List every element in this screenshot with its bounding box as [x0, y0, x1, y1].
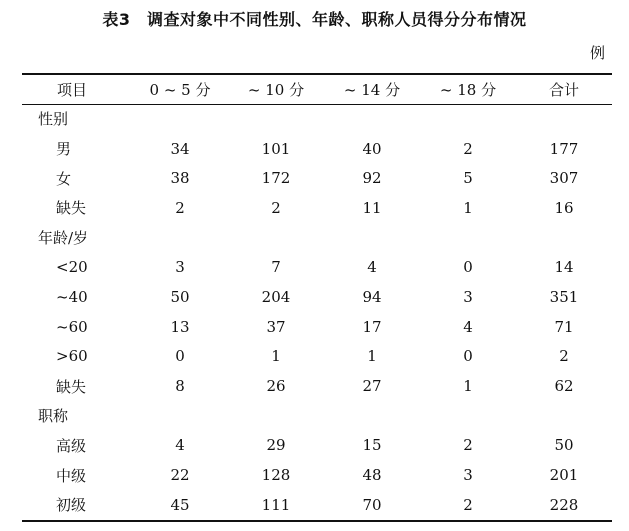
table-cell: [132, 401, 228, 431]
table-cell: 2: [271, 198, 281, 217]
table-cell: 0: [463, 347, 473, 366]
table-row: [22, 282, 612, 312]
table-cell: 29: [266, 436, 286, 455]
row-label: 缺失: [56, 199, 87, 218]
row-label: 中级: [56, 466, 87, 485]
table-row: [22, 490, 612, 520]
row-label: 女: [56, 169, 72, 188]
group-row: [22, 223, 612, 253]
table-cell: [516, 401, 612, 431]
table-cell: 172: [261, 169, 291, 188]
table-cell: 201: [549, 466, 579, 485]
table-cell: 50: [170, 287, 190, 306]
table-row: [22, 163, 612, 193]
table-cell: [228, 401, 324, 431]
row-label: 男: [56, 140, 72, 159]
table-cell: 2: [175, 198, 185, 217]
row-label: ~40: [56, 287, 88, 306]
table-cell: 351: [549, 287, 579, 306]
table-cell: 0: [463, 258, 473, 277]
table-cell: 1: [367, 347, 377, 366]
table-cell: 62: [554, 377, 574, 396]
table-cell: 38: [170, 169, 190, 188]
group-row: [22, 401, 612, 431]
table-cell: 228: [549, 495, 579, 514]
row-label: 高级: [56, 436, 87, 455]
row-label: >60: [56, 347, 88, 366]
column-header: 合计: [548, 81, 579, 99]
table-cell: 48: [362, 466, 382, 485]
table-cell: 3: [175, 258, 185, 277]
table-cell: 204: [261, 287, 291, 306]
group-label: 年龄/岁: [38, 229, 89, 248]
table-row: [22, 312, 612, 342]
table-cell: 2: [559, 347, 569, 366]
table-cell: 40: [362, 139, 382, 158]
table-row: [22, 371, 612, 401]
table-cell: 4: [175, 436, 185, 455]
column-header: 项目: [56, 81, 87, 99]
table-cell: 101: [261, 139, 291, 158]
table-cell: 13: [170, 317, 190, 336]
table-cell: 0: [175, 347, 185, 366]
table-cell: 1: [271, 347, 281, 366]
table-cell: [324, 104, 420, 134]
table-row: [22, 342, 612, 372]
table-cell: 14: [554, 258, 574, 277]
table-body: [22, 104, 612, 520]
table-cell: 50: [554, 436, 574, 455]
table-row: [22, 134, 612, 164]
table-cell: 2: [463, 495, 473, 514]
table-cell: [516, 223, 612, 253]
group-row: [22, 104, 612, 134]
table-row: [22, 193, 612, 223]
table-cell: 111: [261, 495, 291, 514]
table-cell: 37: [266, 317, 286, 336]
table-cell: [132, 104, 228, 134]
table-cell: 2: [463, 139, 473, 158]
group-label: 职称: [38, 407, 69, 426]
table-cell: 16: [554, 198, 574, 217]
table-cell: 22: [170, 466, 190, 485]
table-cell: 45: [170, 495, 190, 514]
table-row: [22, 252, 612, 282]
table-cell: 2: [463, 436, 473, 455]
table-row: [22, 460, 612, 490]
column-header: ~ 10 分: [247, 81, 305, 99]
row-label: 缺失: [56, 377, 87, 396]
table-cell: 26: [266, 377, 286, 396]
table-cell: [228, 223, 324, 253]
table-cell: 70: [362, 495, 382, 514]
table-cell: 1: [463, 198, 473, 217]
table-cell: 34: [170, 139, 190, 158]
table-cell: 4: [463, 317, 473, 336]
table-cell: 1: [463, 377, 473, 396]
table-cell: 177: [549, 139, 579, 158]
table-cell: 71: [554, 317, 574, 336]
group-label: 性别: [38, 110, 69, 129]
row-label: ~60: [56, 317, 88, 336]
column-header: ~ 18 分: [439, 81, 497, 99]
bottom-rule: [22, 520, 612, 522]
unit-label: 例: [589, 44, 605, 62]
table-cell: 4: [367, 258, 377, 277]
score-distribution-table: [22, 75, 612, 520]
table-cell: 27: [362, 377, 382, 396]
column-header: ~ 14 分: [343, 81, 401, 99]
table-cell: 92: [362, 169, 382, 188]
table-cell: 94: [362, 287, 382, 306]
column-header: 0 ~ 5 分: [149, 81, 211, 99]
table-cell: [324, 223, 420, 253]
table-cell: 3: [463, 287, 473, 306]
row-label: 初级: [56, 496, 87, 515]
table-cell: 5: [463, 169, 473, 188]
table-title: 表3 调查对象中不同性别、年龄、职称人员得分分布情况: [102, 10, 527, 29]
table-cell: 8: [175, 377, 185, 396]
table-cell: [132, 223, 228, 253]
table-row: [22, 431, 612, 461]
table-cell: 15: [362, 436, 382, 455]
table-cell: 7: [271, 258, 281, 277]
table-cell: [516, 104, 612, 134]
header-row: [22, 75, 612, 104]
table-cell: [324, 401, 420, 431]
table-cell: 3: [463, 466, 473, 485]
table-cell: [420, 104, 516, 134]
table-cell: [420, 223, 516, 253]
table-cell: 17: [362, 317, 382, 336]
table-cell: [420, 401, 516, 431]
table-cell: 307: [549, 169, 579, 188]
table-cell: 128: [261, 466, 291, 485]
row-label: <20: [56, 258, 88, 277]
table-cell: 11: [362, 198, 382, 217]
table-cell: [228, 104, 324, 134]
